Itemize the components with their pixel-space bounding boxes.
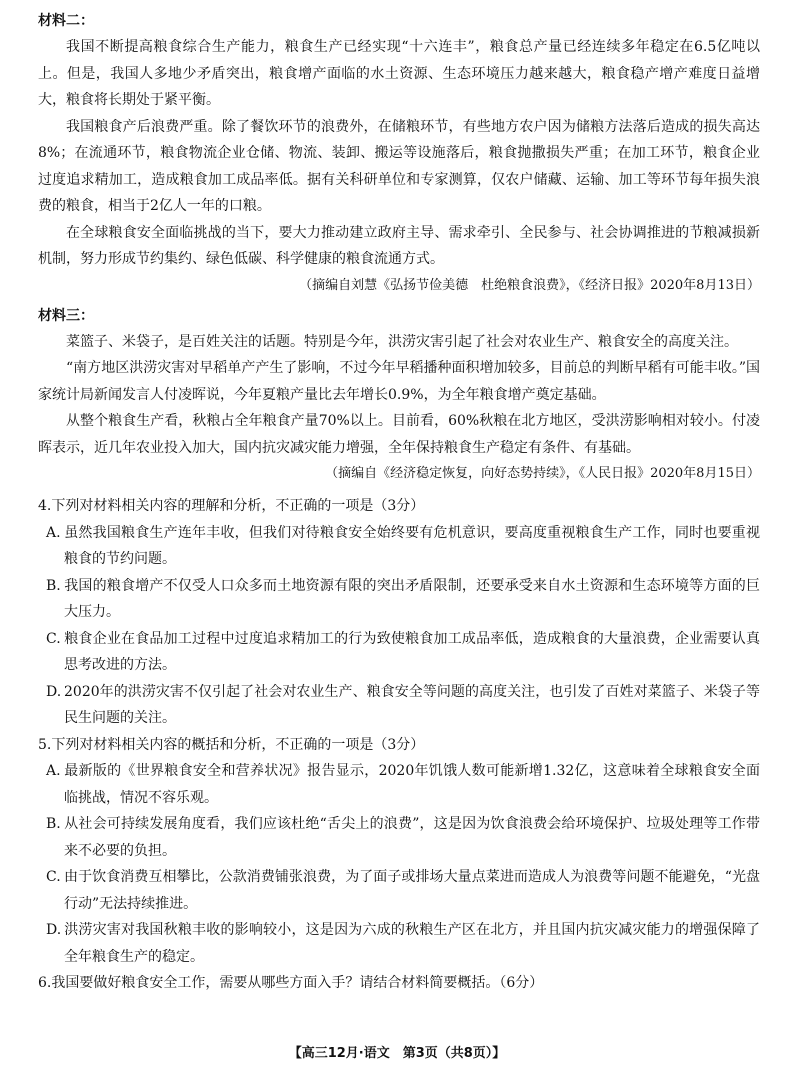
question-5-stem: 5.下列对材料相关内容的概括和分析，不正确的一项是（3分）	[38, 736, 425, 753]
material-two-paragraph: 在全球粮食安全面临挑战的当下，要大力推动建立政府主导、需求牵引、全民参与、社会协调推进的节粮减损新机制，努力形成节约集约、绿色低碳、科学健康的粮食流通方式。	[38, 224, 760, 267]
question-6-stem: 6.我国要做好粮食安全工作，需要从哪些方面入手？请结合材料简要概括。（6分）	[38, 975, 544, 991]
option-text: 我国的粮食增产不仅受人口众多而土地资源有限的突出矛盾限制，还要承受来自水土资源和生态环境等方面的巨大压力。	[64, 577, 760, 620]
question-4-option-b[interactable]	[38, 573, 760, 626]
option-label: D.	[46, 683, 62, 700]
material-two-paragraph: 我国不断提高粮食综合生产能力，粮食生产已经实现“十六连丰”，粮食总产量已经连续多年稳定在6.5亿吨以上。但是，我国人多地少矛盾突出，粮食增产面临的水土资源、生态环境压力越来越大，粮食稳产增产难度日益增大，粮食将长期处于紧平衡。	[38, 39, 760, 108]
material-three	[38, 305, 760, 488]
option-label: A.	[46, 524, 61, 541]
question-5-option-a[interactable]	[38, 758, 760, 811]
option-text: 最新版的《世界粮食安全和营养状况》报告显示，2020年饥饿人数可能新增1.32亿，这意味着全球粮食安全面临挑战，情况不容乐观。	[64, 763, 760, 806]
question-5-option-d[interactable]	[38, 917, 760, 970]
option-label: C.	[46, 869, 61, 885]
question-4	[38, 493, 760, 732]
material-three-paragraph: 从整个粮食生产看，秋粮占全年粮食产量70%以上。目前看，60%秋粮在北方地区，受洪涝影响相对较小。付凌晖表示，近几年农业投入加大，国内抗灾减灾能力增强，全年保持粮食生产稳定有条件、有基础。	[38, 413, 760, 456]
material-two-source: （摘编自刘慧《弘扬节俭美德 杜绝粮食浪费》，《经济日报》2020年8月13日）	[299, 277, 760, 293]
question-4-stem: 4.下列对材料相关内容的理解和分析，不正确的一项是（3分）	[38, 498, 425, 514]
option-label: A.	[46, 763, 61, 779]
option-text: 粮食企业在食品加工过程中过度追求精加工的行为致使粮食加工成品率低，造成粮食的大量浪费，企业需要认真思考改进的方法。	[64, 630, 760, 673]
material-three-paragraph: 菜篮子、米袋子，是百姓关注的话题。特别是今年，洪涝灾害引起了社会对农业生产、粮食安全的高度关注。	[66, 333, 738, 350]
option-label: C.	[46, 630, 61, 647]
page-footer: 【高三12月·语文 第3页（共8页）】	[288, 1046, 506, 1061]
material-two	[38, 10, 760, 299]
question-6	[38, 970, 760, 997]
material-three-paragraph: “南方地区洪涝灾害对早稻单产产生了影响，不过今年早稻播种面积增加较多，目前总的判断早稻有可能丰收。”国家统计局新闻发言人付凌晖说，今年夏粮产量比去年增长0.9%，为全年粮食增产奠定基础。	[38, 360, 760, 403]
material-two-paragraph: 我国粮食产后浪费严重。除了餐饮环节的浪费外，在储粮环节，有些地方农户因为储粮方法落后造成的损失高达8%；在流通环节，粮食物流企业仓储、物流、装卸、搬运等设施落后，粮食抛撒损失严重；在加工环节，粮食企业过度追求精加工，造成粮食加工成品率低。据有关科研单位和专家测算，仅农户储藏、运输、加工等环节每年损失浪费的粮食，相当于2亿人一年的口粮。	[38, 118, 760, 214]
question-4-option-d[interactable]	[38, 679, 760, 732]
option-label: B.	[46, 816, 61, 832]
option-text: 2020年的洪涝灾害不仅引起了社会对农业生产、粮食安全等问题的高度关注，也引发了百姓对菜篮子、米袋子等民生问题的关注。	[64, 683, 760, 726]
option-label: D.	[46, 922, 62, 938]
material-two-heading: 材料二：	[38, 13, 94, 29]
material-three-source: （摘编自《经济稳定恢复，向好态势持续》，《人民日报》2020年8月15日）	[325, 466, 760, 481]
question-4-option-c[interactable]	[38, 626, 760, 679]
question-4-option-a[interactable]	[38, 520, 760, 573]
option-text: 从社会可持续发展角度看，我们应该杜绝“舌尖上的浪费”，这是因为饮食浪费会给环境保护、垃圾处理等工作带来不必要的负担。	[64, 816, 760, 859]
option-label: B.	[46, 577, 61, 594]
option-text: 由于饮食消费互相攀比，公款消费铺张浪费，为了面子或排场大量点菜进而造成人为浪费等问题不能避免，“光盘行动”无法持续推进。	[64, 869, 760, 912]
question-5	[38, 732, 760, 971]
question-5-option-c[interactable]	[38, 864, 760, 917]
question-5-option-b[interactable]	[38, 811, 760, 864]
material-three-heading: 材料三：	[38, 307, 94, 324]
option-text: 洪涝灾害对我国秋粮丰收的影响较小，这是因为六成的秋粮生产区在北方，并且国内抗灾减灾能力的增强保障了全年粮食生产的稳定。	[64, 922, 760, 965]
option-text: 虽然我国粮食生产连年丰收，但我们对待粮食安全始终要有危机意识，要高度重视粮食生产工作，同时也要重视粮食的节约问题。	[64, 524, 760, 567]
